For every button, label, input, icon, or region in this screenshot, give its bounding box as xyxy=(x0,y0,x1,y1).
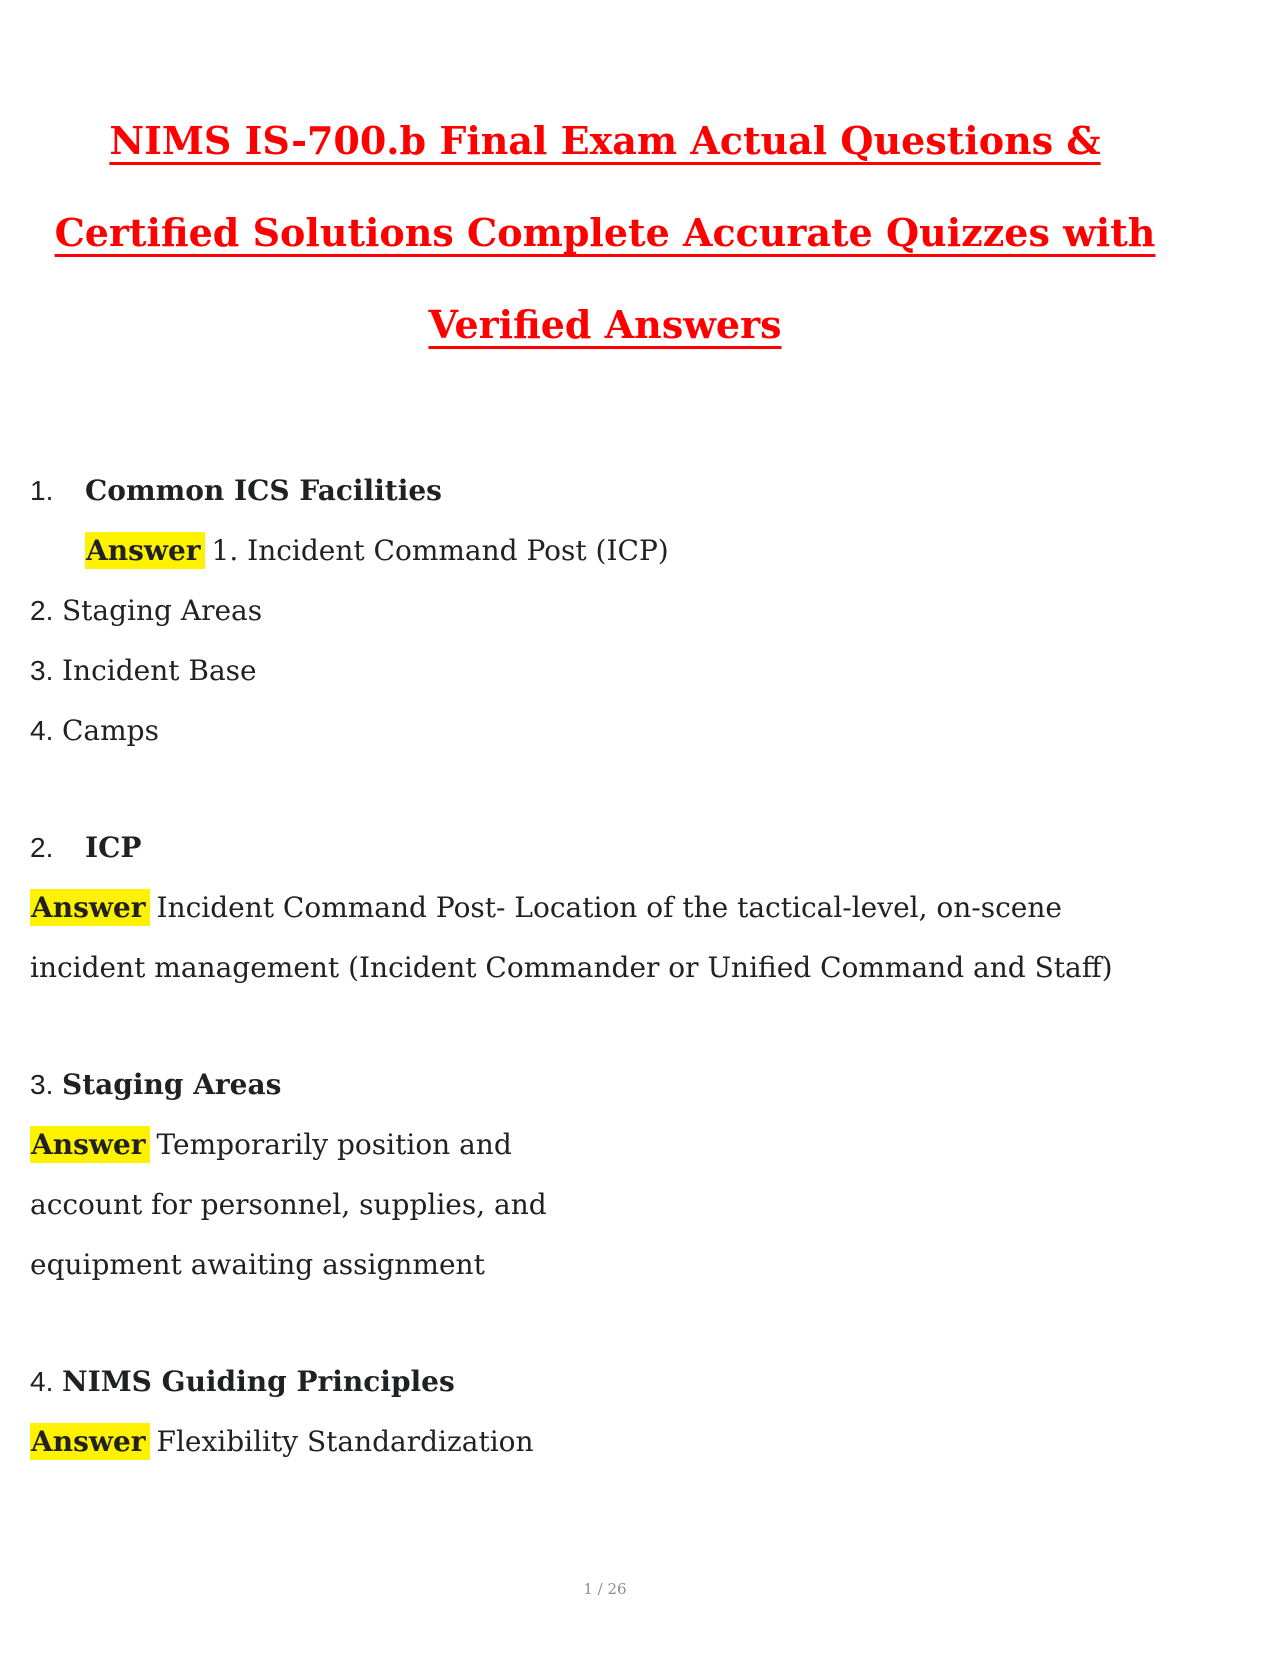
list-item xyxy=(30,641,1180,701)
qa-item-2 xyxy=(30,818,1180,998)
answer-text: account for personnel, supplies, and xyxy=(30,1188,547,1221)
list-item-number: 4. xyxy=(30,715,54,746)
list-item-text: Incident Base xyxy=(62,654,257,687)
list-item-number: 2. xyxy=(30,595,54,626)
answer-line xyxy=(30,1115,1180,1175)
list-item-number: 3. xyxy=(30,655,54,686)
answer-text: Temporarily position and xyxy=(156,1128,512,1161)
answer-text: equipment awaiting assignment xyxy=(30,1248,485,1281)
list-item xyxy=(30,701,1180,761)
question-title: Staging Areas xyxy=(62,1068,282,1101)
answer-line xyxy=(30,1412,1180,1472)
question-number: 3. xyxy=(30,1069,54,1100)
question-line xyxy=(30,1055,1180,1115)
question-line xyxy=(30,1352,1180,1412)
list-item-text: Camps xyxy=(62,714,159,747)
question-title: Common ICS Facilities xyxy=(85,474,442,507)
answer-label: Answer xyxy=(85,532,205,569)
qa-item-3 xyxy=(30,1055,1180,1295)
list-item-text: Staging Areas xyxy=(62,594,263,627)
answer-text: Incident Command Post- Location of the tactical-level, on-scene incident management (Incident Commander or Unified Command and Staff) xyxy=(30,891,1113,984)
answer-text: Flexibility Standardization xyxy=(156,1425,534,1458)
page-number: 1 / 26 xyxy=(583,1580,627,1598)
document-title-line-2: Certified Solutions Complete Accurate Quizzes with xyxy=(54,210,1156,255)
question-title: NIMS Guiding Principles xyxy=(62,1365,455,1398)
answer-label: Answer xyxy=(30,1126,150,1163)
document-title xyxy=(30,95,1180,371)
qa-item-1 xyxy=(30,461,1180,761)
qa-item-4 xyxy=(30,1352,1180,1472)
document-body xyxy=(30,461,1180,1472)
question-title: ICP xyxy=(85,831,142,864)
question-number: 2. xyxy=(30,832,54,863)
question-line xyxy=(30,818,1180,878)
document-title-line-3: Verified Answers xyxy=(428,302,782,347)
document-title-line-1: NIMS IS-700.b Final Exam Actual Questions & xyxy=(109,118,1101,163)
answer-line xyxy=(30,878,1180,998)
answer-label: Answer xyxy=(30,1423,150,1460)
answer-line-continued xyxy=(30,1235,1180,1295)
question-line xyxy=(30,461,1180,521)
question-number: 4. xyxy=(30,1366,54,1397)
answer-label: Answer xyxy=(30,889,150,926)
answer-line-continued xyxy=(30,1175,1180,1235)
answer-text: 1. Incident Command Post (ICP) xyxy=(211,534,669,567)
list-item xyxy=(30,581,1180,641)
answer-line xyxy=(30,521,1180,581)
question-number: 1. xyxy=(30,475,54,506)
